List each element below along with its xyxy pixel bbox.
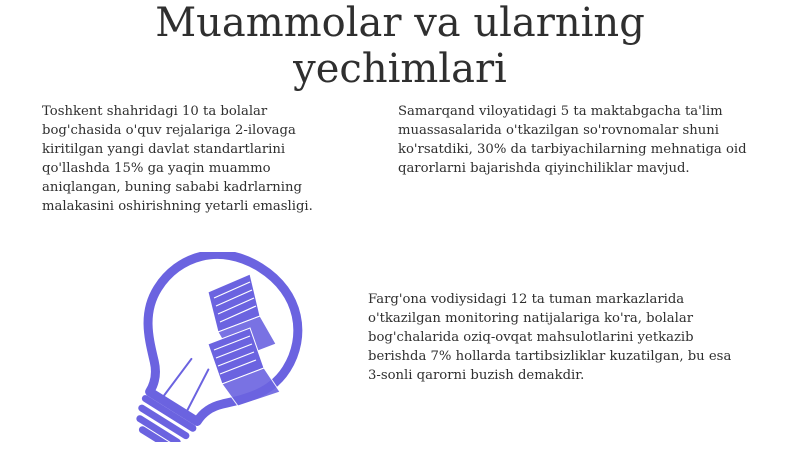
text-block-tashkent: Toshkent shahridagi 10 ta bolalar bog'chasida o'quv rejalariga 2-ilovaga kiritilgan yangi davlat standartlarini qo'llashda 15% ga yaqin muammo aniqlangan, buning sababi kadrlarning malakasini oshirishning yetarli emasligi. bbox=[42, 104, 313, 214]
text-block-samarkand: Samarqand viloyatidagi 5 ta maktabgacha ta'lim muassasalarida o'tkazilgan so'rovnomalar shuni ko'rsatdiki, 30% da tarbiyachilarning mehnatiga oid qarorlarni bajarishda qiyinchiliklar mavjud. bbox=[398, 104, 747, 176]
slide-title bbox=[0, 0, 800, 92]
lightbulb-book-icon bbox=[100, 252, 310, 442]
slide-title-line-1: Muammolar va ularning bbox=[155, 0, 645, 46]
text-block-fergana: Farg'ona vodiysidagi 12 ta tuman markazlarida o'tkazilgan monitoring natijalariga ko'ra, bolalar bog'chalarida oziq-ovqat mahsulotlarini yetkazib berishda 7% hollarda tartibsizliklar kuzatilgan, bu esa 3-sonli qarorni buzish demakdir. bbox=[368, 292, 732, 383]
slide-title-line-2: yechimlari bbox=[293, 46, 507, 92]
